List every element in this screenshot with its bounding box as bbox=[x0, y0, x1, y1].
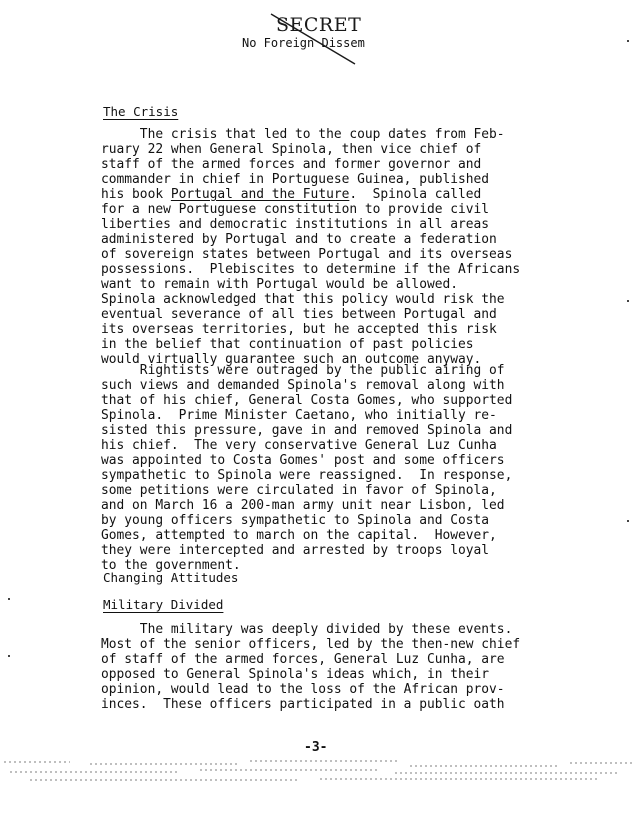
text-line: The crisis that led to the coup dates from Feb- bbox=[101, 127, 505, 142]
scan-speck bbox=[627, 40, 629, 42]
text-line: inces. These officers participated in a public oath bbox=[101, 697, 505, 712]
text-line-with-title bbox=[101, 187, 571, 202]
text-line: Spinola acknowledged that this policy would risk the bbox=[101, 292, 505, 307]
text-line: eventual severance of all ties between Portugal and bbox=[101, 307, 497, 322]
scan-speck bbox=[8, 598, 10, 600]
scan-speck bbox=[627, 300, 629, 302]
paragraph-military bbox=[101, 622, 571, 712]
text-line: want to remain with Portugal would be allowed. bbox=[101, 277, 458, 292]
dissem-caveat: No Foreign Dissem bbox=[242, 36, 365, 50]
page-number: -3- bbox=[304, 740, 328, 755]
text-line: of sovereign states between Portugal and its overseas bbox=[101, 247, 513, 262]
text-line: some petitions were circulated in favor of Spinola, bbox=[101, 483, 497, 498]
text-line: to the government. bbox=[101, 558, 241, 573]
heading-the-crisis: The Crisis bbox=[103, 104, 179, 119]
scan-speck bbox=[627, 520, 629, 522]
text-line: by young officers sympathetic to Spinola and Costa bbox=[101, 513, 490, 528]
heading-changing-attitudes: Changing Attitudes bbox=[103, 570, 239, 585]
text-line: The military was deeply divided by these events. bbox=[101, 622, 513, 637]
text-line: liberties and democratic institutions in all areas bbox=[101, 217, 490, 232]
text-fragment: . Spinola called bbox=[349, 187, 482, 202]
text-line: ruary 22 when General Spinola, then vice chief of bbox=[101, 142, 482, 157]
text-line: sisted this pressure, gave in and removed Spinola and bbox=[101, 423, 513, 438]
text-line: Spinola. Prime Minister Caetano, who initially re- bbox=[101, 408, 497, 423]
text-line: opposed to General Spinola's ideas which, in their bbox=[101, 667, 490, 682]
scan-speck bbox=[8, 655, 10, 657]
text-line: that of his chief, General Costa Gomes, who supported bbox=[101, 393, 513, 408]
text-fragment: his book bbox=[101, 187, 171, 202]
scan-noise-band bbox=[0, 758, 636, 788]
text-line: opinion, would lead to the loss of the African prov- bbox=[101, 682, 505, 697]
text-line: its overseas territories, but he accepted this risk bbox=[101, 322, 497, 337]
text-line: sympathetic to Spinola were reassigned. In response, bbox=[101, 468, 513, 483]
paragraph-crisis-2 bbox=[101, 363, 571, 573]
text-line: his chief. The very conservative General Luz Cunha bbox=[101, 438, 497, 453]
text-line: Rightists were outraged by the public airing of bbox=[101, 363, 505, 378]
text-line: for a new Portuguese constitution to provide civil bbox=[101, 202, 490, 217]
text-line: such views and demanded Spinola's removal along with bbox=[101, 378, 505, 393]
text-line: staff of the armed forces and former governor and bbox=[101, 157, 482, 172]
text-line: possessions. Plebiscites to determine if the Africans bbox=[101, 262, 521, 277]
text-line: commander in chief in Portuguese Guinea, published bbox=[101, 172, 490, 187]
classification-stamp: SECRET bbox=[276, 14, 362, 36]
text-line: in the belief that continuation of past policies bbox=[101, 337, 474, 352]
text-line: would virtually guarantee such an outcome anyway. bbox=[101, 352, 482, 367]
text-line: administered by Portugal and to create a federation bbox=[101, 232, 497, 247]
paragraph-crisis-1 bbox=[101, 127, 571, 367]
book-title: Portugal and the Future bbox=[170, 187, 350, 202]
text-line: they were intercepted and arrested by troops loyal bbox=[101, 543, 490, 558]
text-line: and on March 16 a 200-man army unit near Lisbon, led bbox=[101, 498, 505, 513]
text-line: of staff of the armed forces, General Luz Cunha, are bbox=[101, 652, 505, 667]
text-line: Most of the senior officers, led by the then-new chief bbox=[101, 637, 521, 652]
text-line: was appointed to Costa Gomes' post and some officers bbox=[101, 453, 505, 468]
text-line: Gomes, attempted to march on the capital. However, bbox=[101, 528, 497, 543]
heading-military-divided: Military Divided bbox=[103, 597, 224, 612]
